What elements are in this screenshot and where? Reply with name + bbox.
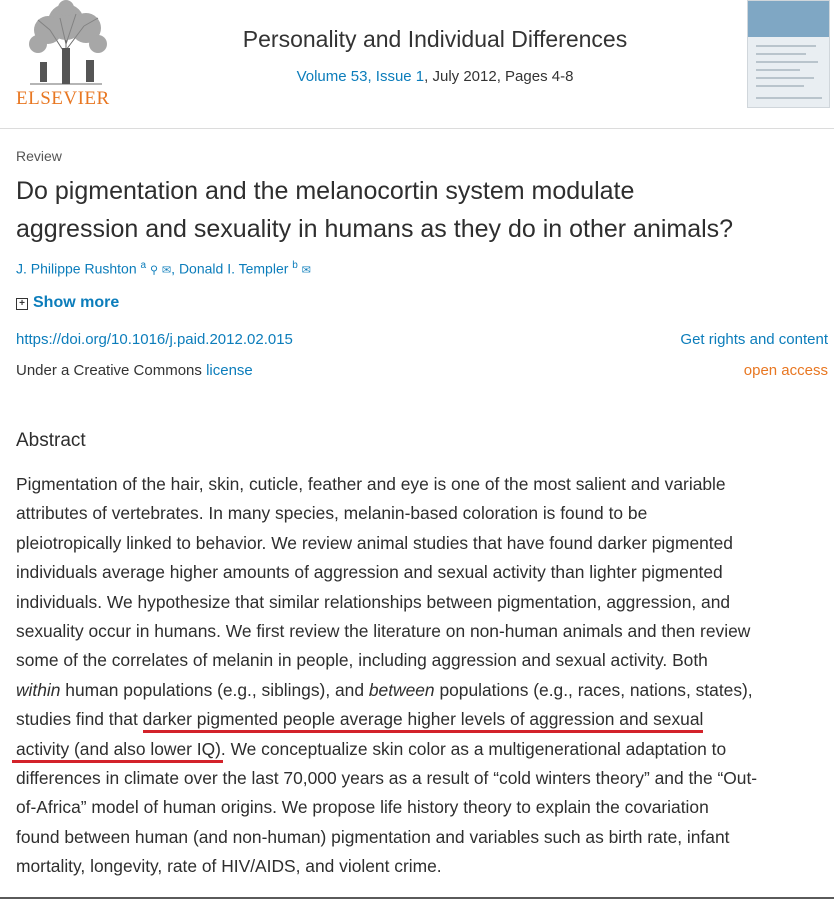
abstract-line [16,735,828,764]
doi-link[interactable]: https://doi.org/10.1016/j.paid.2012.02.015 [16,331,293,348]
publisher-name: ELSEVIER [16,88,110,109]
article-title [16,172,826,248]
license-info [16,362,253,379]
elsevier-logo[interactable] [16,0,116,112]
journal-header [0,0,834,128]
abstract-line: sexuality occur in humans. We first review the literature on non-human animals and then review [16,621,751,642]
email-icon[interactable]: ✉ [161,264,172,277]
issue-info [140,68,730,85]
article-title-line: aggression and sexuality in humans as they do in other animals? [16,215,734,243]
author-link[interactable]: Donald I. Templer [178,260,289,277]
abstract-line: some of the correlates of melanin in people, including aggression and sexual activity. Both [16,650,708,671]
bottom-divider [0,897,834,899]
emphasis-within: within [16,679,61,700]
abstract-line: pleiotropically linked to behavior. We review animal studies that have found darker pigmented [16,532,733,553]
abstract-fragment: populations (e.g., races, nations, states), [434,679,753,700]
abstract-line: Pigmentation of the hair, skin, cuticle, feather and eye is one of the most salient and variable [16,474,726,494]
elsevier-tree-icon [20,0,112,86]
abstract-line: differences in climate over the last 70,000 years as a result of “cold winters theory” and the “Out- [16,768,758,789]
rights-link[interactable]: Get rights and content [680,331,828,348]
abstract-line: individuals. We hypothesize that similar relationships between pigmentation, aggression, and [16,591,731,612]
open-access-badge: open access [743,362,828,379]
author-list [16,260,311,277]
issue-details: , July 2012, Pages 4-8 [424,68,574,85]
highlighted-text: darker pigmented people average higher levels of aggression and sexual [142,709,704,730]
cover-text-line [756,97,822,99]
abstract-line: mortality, longevity, rate of HIV/AIDS, and violent crime. [16,856,442,877]
person-icon[interactable]: ⚲ [149,264,159,277]
journal-title[interactable]: Personality and Individual Differences [242,26,628,52]
issue-link[interactable]: Volume 53, Issue 1 [296,68,425,85]
journal-cover-thumbnail[interactable] [747,0,830,108]
header-divider [0,128,834,129]
abstract-fragment: studies find that [16,709,143,730]
cover-text-line [756,53,806,55]
abstract-heading: Abstract [16,430,86,451]
cover-text-line [756,85,804,87]
highlighted-claim [143,709,704,729]
cover-band [748,1,829,37]
abstract-line: of-Africa” model of human origins. We propose life history theory to explain the covariation [16,797,709,818]
plus-box-icon: + [16,298,28,310]
author-separator: , [171,260,179,277]
abstract-line: individuals average higher amounts of aggression and sexual activity than lighter pigmented [16,562,723,583]
abstract-line [16,705,828,734]
abstract-body [16,470,828,882]
red-underline [12,760,223,763]
abstract-fragment: . We conceptualize skin color as a multigenerational adaptation to [220,738,727,759]
author-link[interactable]: J. Philippe Rushton [16,260,137,277]
cover-text-line [756,77,814,79]
author-affiliation[interactable]: b [292,260,298,271]
license-prefix: Under a Creative Commons [16,362,207,379]
cover-text-line [756,45,816,47]
license-link[interactable]: license [206,362,253,379]
abstract-line [16,676,828,705]
emphasis-between: between [368,679,435,700]
red-underline [143,730,704,733]
article-title-line: Do pigmentation and the melanocortin system modulate [16,177,635,205]
show-more-button[interactable] [16,294,119,312]
email-icon[interactable]: ✉ [301,264,311,277]
author-affiliation[interactable]: a [140,260,147,271]
highlighted-text: activity (and also lower IQ) [16,738,221,759]
abstract-line: found between human (and non-human) pigmentation and variables such as birth rate, infant [16,826,730,847]
cover-text-line [756,61,818,63]
cover-text-line [756,69,800,71]
abstract-fragment: human populations (e.g., siblings), and [60,679,369,700]
abstract-line: attributes of vertebrates. In many species, melanin-based coloration is found to be [16,503,648,524]
highlighted-claim [16,739,221,759]
show-more-label: Show more [33,294,120,311]
article-type: Review [16,148,62,164]
